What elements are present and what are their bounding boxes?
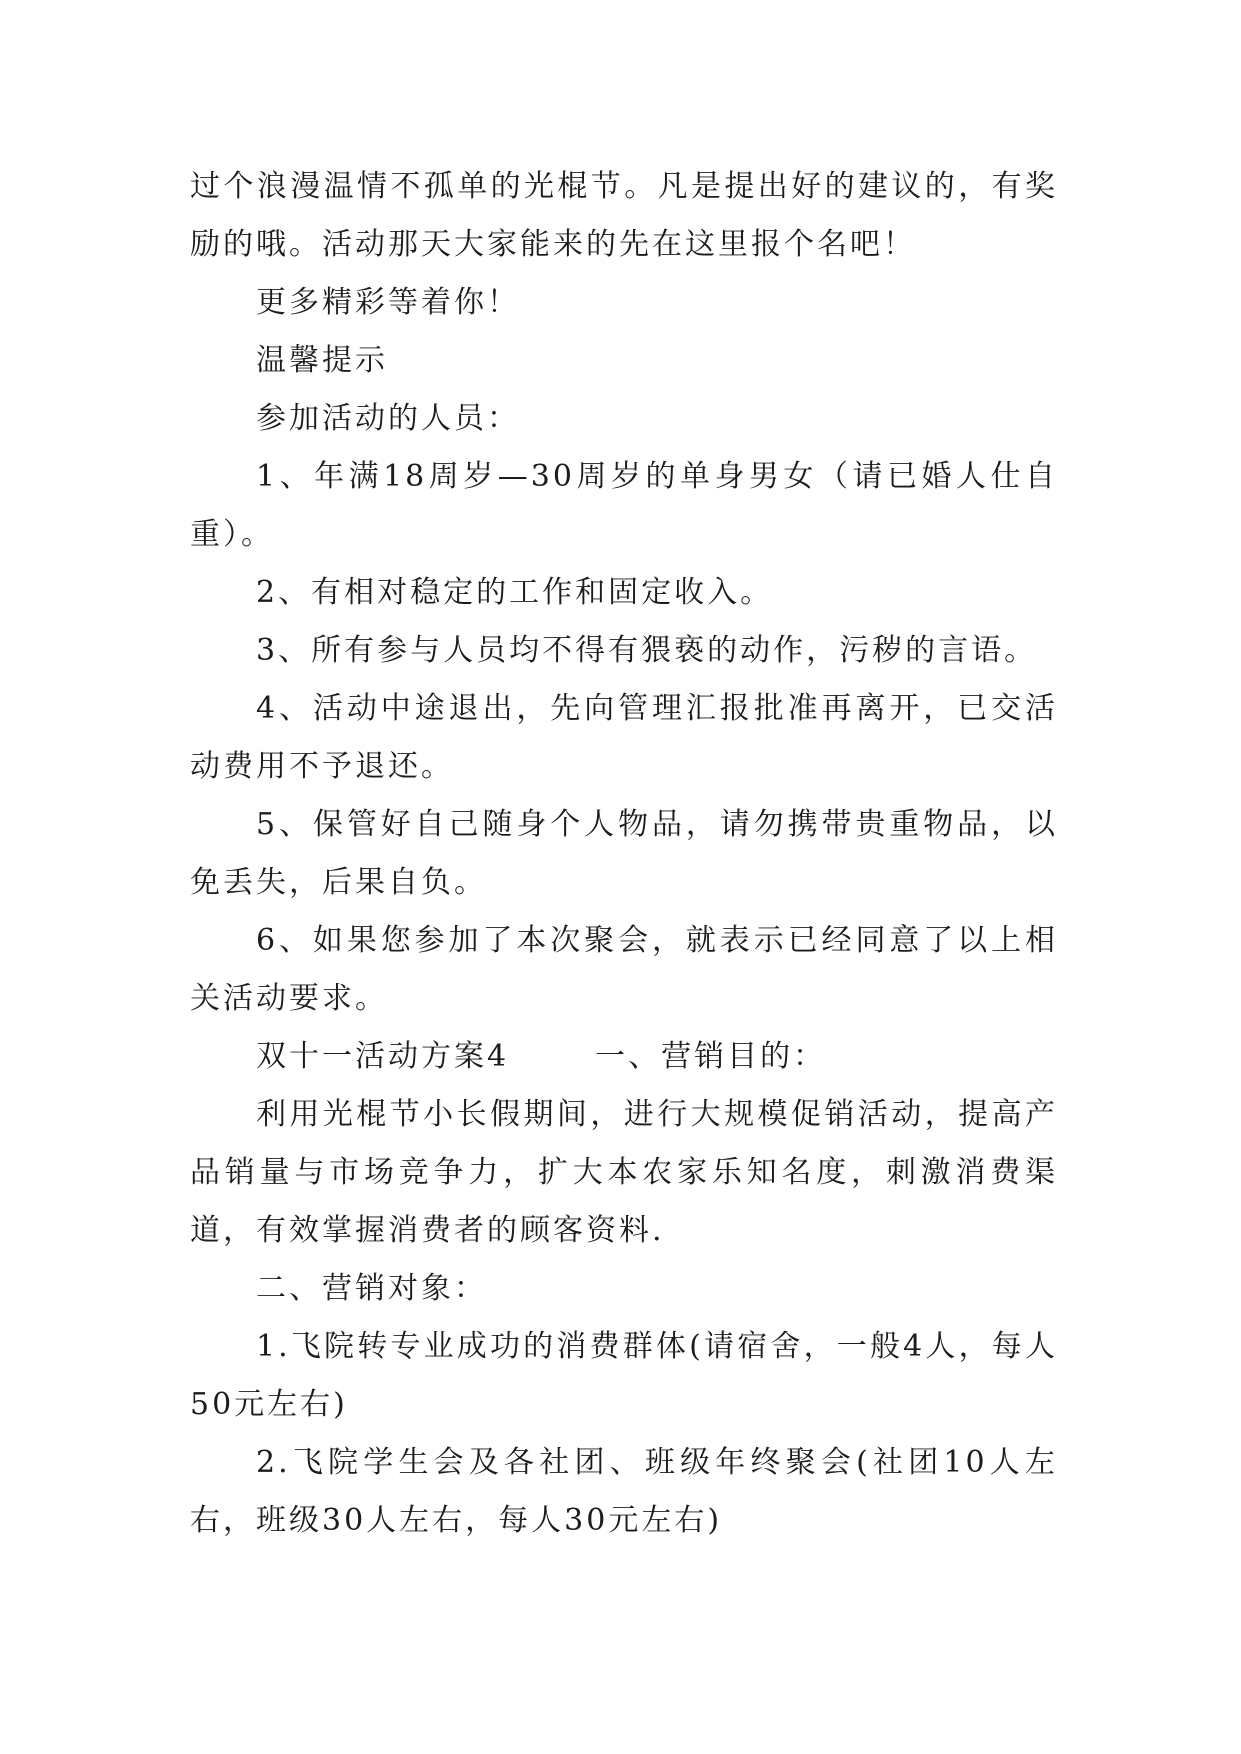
paragraph-rule-1: 1、年满18周岁—30周岁的单身男女（请已婚人仕自重）。 <box>190 459 1058 552</box>
section-subtitle: 一、营销目的： <box>595 1039 827 1074</box>
paragraph-rule-2: 2、有相对稳定的工作和固定收入。 <box>256 575 774 610</box>
paragraph-rule-6: 6、如果您参加了本次聚会，就表示已经同意了以上相关活动要求。 <box>190 923 1058 1016</box>
paragraph-target-2: 2.飞院学生会及各社团、班级年终聚会(社团10人左右，班级30人左右，每人30元左右) <box>190 1445 1058 1538</box>
section-title: 双十一活动方案4 <box>256 1039 510 1074</box>
paragraph-marketing-target-heading: 二、营销对象： <box>256 1271 487 1306</box>
paragraph-rule-5: 5、保管好自己随身个人物品，请勿携带贵重物品，以免丢失，后果自负。 <box>190 807 1058 900</box>
paragraph-marketing-purpose: 利用光棍节小长假期间，进行大规模促销活动，提高产品销量与市场竞争力，扩大本农家乐知名度，刺激消费渠道，有效掌握消费者的顾客资料. <box>190 1097 1058 1248</box>
paragraph-warm-tip-heading: 温馨提示 <box>256 343 388 378</box>
paragraph-target-1: 1.飞院转专业成功的消费群体(请宿舍，一般4人，每人50元左右) <box>190 1329 1058 1422</box>
document-body <box>190 158 1058 1550</box>
paragraph-intro-continued: 过个浪漫温情不孤单的光棍节。凡是提出好的建议的，有奖励的哦。活动那天大家能来的先在这里报个名吧！ <box>190 169 1058 262</box>
paragraph-rule-4: 4、活动中途退出，先向管理汇报批准再离开，已交活动费用不予退还。 <box>190 691 1058 784</box>
section-heading <box>190 1028 1058 1086</box>
paragraph-more-exciting: 更多精彩等着你！ <box>256 285 520 320</box>
paragraph-participants-heading: 参加活动的人员： <box>256 401 520 436</box>
paragraph-rule-3: 3、所有参与人员均不得有猥亵的动作，污秽的言语。 <box>256 633 1038 668</box>
